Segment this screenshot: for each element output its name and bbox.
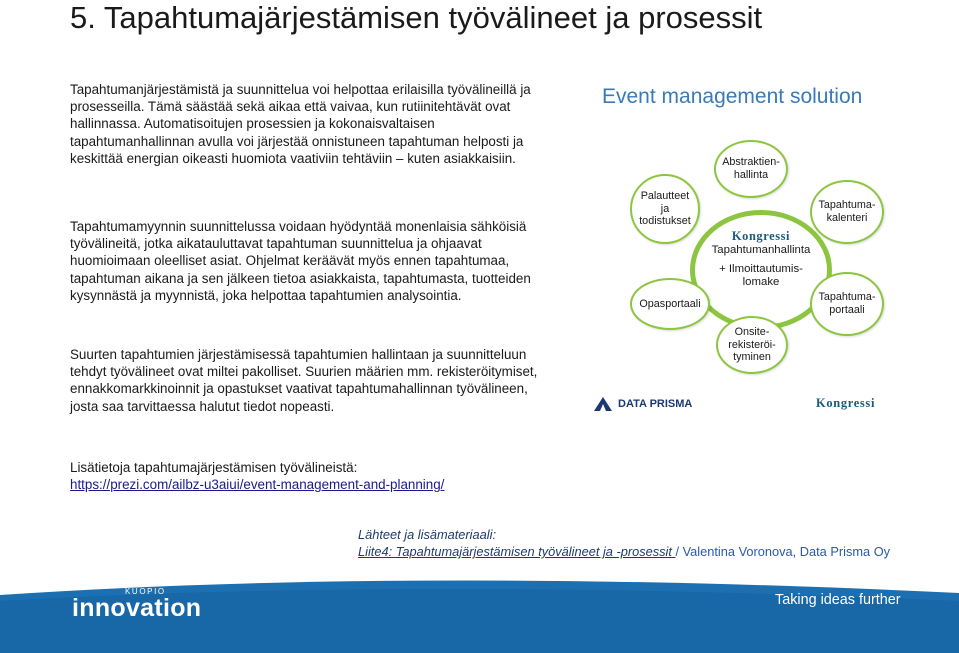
bubble-onsite: Onsite- rekisteröi- tyminen — [716, 316, 788, 374]
paragraph-intro: Tapahtumanjärjestämistä ja suunnittelua voi helpottaa erilaisilla työvälineillä ja prosesseilla. Tämä säästää sekä aikaa että vaivaa, kun rutiinitehtävät ovat hallinnassa. Automatisoitujen prosessien ja kokonaisvaltaisen tapahtumanhallinnan avulla voi järjestää onnistuneen tapahtuman helposti ja keskittää energian oikeasti huomiota vaativiin tehtäviin – kuten asiakkaisiin. — [70, 82, 531, 166]
appendix-link[interactable]: Liite4: Tapahtumajärjestämisen työvälineet ja -prosessit — [358, 544, 676, 560]
center-line1: Tapahtumanhallinta — [711, 244, 811, 256]
center-line2: + Ilmoittautumis- lomake — [719, 263, 803, 288]
footer-slogan: Taking ideas further — [775, 592, 901, 608]
bubble-palautteet: Palautteet ja todistukset — [630, 174, 700, 244]
footer-banner — [0, 575, 959, 653]
kuopio-innovation-logo: KUOPIO innovation — [72, 587, 202, 622]
data-prisma-logo: DATA PRISMA — [592, 396, 692, 412]
prezi-link[interactable]: https://prezi.com/ailbz-u3aiui/event-management-and-planning/ — [70, 477, 445, 493]
bubble-abstraktienhallinta: Abstraktien- hallinta — [714, 140, 788, 198]
references-block — [358, 526, 948, 561]
references-label: Lähteet ja lisämateriaali: — [358, 527, 496, 542]
slide-title: 5. Tapahtumajärjestämisen työvälineet ja prosessit — [70, 0, 763, 35]
prism-icon — [592, 396, 614, 412]
center-brand: Kongressi — [731, 229, 791, 243]
more-info-label: Lisätietoja tapahtumajärjestämisen työvälineistä: — [70, 460, 358, 475]
diagram-title: Event management solution — [602, 85, 863, 108]
more-info-block — [70, 459, 540, 493]
reference-author: / Valentina Voronova, Data Prisma Oy — [675, 544, 891, 560]
paragraph-sales-planning: Tapahtumamyynnin suunnittelussa voidaan hyödyntää monenlaisia sähköisiä työvälineitä, jotka aikatauluttavat tapahtuman suunnittelua ja ohjaavat huomioimaan oleelliset asiat. Ohjelmat keräävät myös ennen tapahtumaa, tapahtuman aikana ja sen jälkeen tietoa asiakkaista, tapahtumasta, tuotteiden kysynnästä ja myynnistä, joka helpottaa tapahtumien analysointia. — [70, 219, 531, 303]
kongressi-logo: Kongressi — [816, 396, 876, 410]
paragraph-large-events: Suurten tapahtumien järjestämisessä tapahtumien hallintaan ja suunnitteluun tehdyt työvälineet ovat miltei pakolliset. Suurien määrien mm. rekisteröitymiset, ennakkomarkkinoinnit ja opastukset vaativat tapahtumahallinnan työvälineen, josta saa tarvittaessa halutut tiedot nopeasti. — [70, 347, 538, 414]
event-management-diagram — [630, 140, 900, 370]
bubble-tapahtumakalenteri: Tapahtuma- kalenteri — [810, 180, 884, 244]
bubble-tapahtumaportaali: Tapahtuma- portaali — [810, 272, 884, 336]
bubble-opasportaali: Opasportaali — [630, 278, 710, 330]
